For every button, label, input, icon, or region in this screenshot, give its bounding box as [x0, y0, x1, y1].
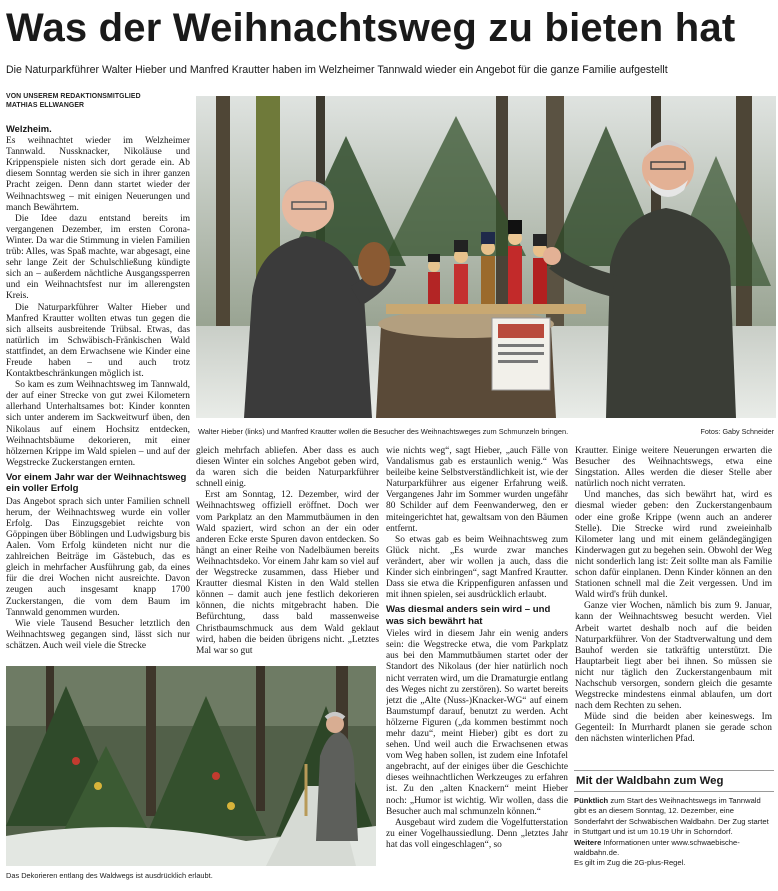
byline: [6, 92, 192, 110]
article-column-2: [196, 446, 379, 661]
paragraph: Ausgebaut wird zudem die Vogelfutterstation zu einer Vogelhaussiedlung. Denn „letztes Jahr hat das voll eingeschlagen“, so: [386, 817, 568, 850]
infobox-title: Mit der Waldbahn zum Weg: [574, 770, 774, 792]
paragraph: Erst am Sonntag, 12. Dezember, wird der Weihnachtsweg offiziell eröffnet. Doch wer vom Parkplatz an den Mammutbäumen in den Wald spaziert, wird schon an der ein oder anderen Ecke erste Spuren davon entdecken. So hängt an einer Reihe von Nadelbäumen bereits Weihnachtsdeko. Vor einem Jahr kam so viel auf der Wegstrecke zusammen, dass Hieber und Krautter diesmal Kisten in den Wald stellen können – damit auch jene festlich dekorieren können, die nichts mitgebracht haben. Die Befürchtung, dass bald massenweise Christbaumschmuck aus dem Wald geklaut wird, haben die beiden übrigens nicht. „Letztes Mal war so gut: [196, 490, 379, 656]
photo-credit: Fotos: Gaby Schneider: [700, 427, 774, 436]
paragraph: Krautter. Einige weitere Neuerungen erwarten die Besucher des Weihnachtswegs, etwa eine Singstation. Alles werden die dieser Stelle aber natürlich noch nicht verraten.: [575, 446, 772, 490]
paragraph: Die Naturparkführer Walter Hieber und Manfred Krautter wollten etwas tun gegen die sich allseits ausbreitende Trübsal. Etwas, das natürlich im Schwäbisch-Fränkischen Wald stattfindet, an dem Erwachsene wie Kinder eine Freude haben – und auch trotz Kontaktbeschränkungen möglich ist.: [6, 302, 190, 380]
paragraph: wie nichts weg“, sagt Hieber, „auch Fälle von Vandalismus gab es erstaunlich wenig.“ Was beileibe keine Selbstverständlichkeit ist, wie der Naturparkführer aus eigener Erfahrung weiß. Vergangenes Jahr im Sommer wurden ungefähr 80 Schilder auf dem Feenwanderweg, den er miteingerichtet hat, gewaltsam von den Bäumen entfernt.: [386, 446, 568, 534]
paragraph: Wie viele Tausend Besucher letztlich den Weihnachtsweg gegangen sind, lässt sich nur schätzen. Auch weil viele die Strecke: [6, 618, 190, 651]
paragraph: Und manches, das sich bewährt hat, wird es diesmal wieder geben: den Zuckerstangenbaum oder eine große Krippe (wenn auch an anderer Stelle). Die Strecke wird rund zweieinhalb Kilometer lang und mit einem geländegängigen Kinderwagen gut zu begehen sein. Obwohl der Weg nicht sonderlich lang ist: Zeit sollte man als Familie schon dafür einplanen. Denn Kinder können an den Stationen schnell mal die Zeit vergessen. Und im Wald wird's früh dunkel.: [575, 490, 772, 601]
section-heading: Was diesmal anders sein wird – und was sich bewährt hat: [386, 604, 551, 627]
dateline: Welzheim.: [6, 123, 52, 134]
infobox-paragraph: Es gilt im Zug die 2G-plus-Regel.: [574, 858, 686, 868]
paragraph: Vieles wird in diesem Jahr ein wenig anders sein: die Wegstrecke etwa, die vom Parkplatz aus bei den Mammutbäumen startet oder der Standort des Nikolaus (der hier natürlich noch nicht verraten wird, um die Dramaturgie entlang des Weges nicht zu zerstören). So wartet bereits jetzt die „Alte (Nuss-)Knacker-WG“ auf einem Baumstumpf darauf, benutzt zu werden. Acht hölzerne Figuren („da kommen bestimmt noch mehr dazu“, meint Hieber) gibt es dort zu sehen. Und weil auch die Erwachsenen etwas vom Weg haben sollen, ist zudem eine Infotafel angebracht, auf der einiges über die Geschichte dieses weihnachtlichen Werkzeuges zu erfahren ist. Zu den „alten Knackern“ meint Hieber noch: „Humor ist wichtig. Wir wollen, dass die Besucher auch mal schmunzeln können.“: [386, 629, 568, 817]
forest-scene-illustration: [196, 96, 776, 418]
infobox-lead: Pünktlich: [574, 796, 609, 805]
paragraph: Die Idee dazu entstand bereits im vergangenen Dezember, im ersten Corona-Winter. Da war die Stimmung in vielen Familien trüb: Alles, was Spaß machte, war abgesagt, eine sehr lange Zeit der Schulschließung kündigte sich an – außerdem nächtliche Ausgangssperren und ein Weihnachtsfest nur im allerengsten Kreis.: [6, 213, 190, 302]
byline-author: MATHIAS ELLWANGER: [6, 102, 85, 109]
infobox-paragraph: [574, 796, 772, 838]
photo-caption-bottom: Das Dekorieren entlang des Waldwegs ist ausdrücklich erlaubt.: [6, 871, 213, 880]
section-heading: Vor einem Jahr war der Weihnachtsweg ein voller Erfolg: [6, 471, 187, 495]
infobox-text: zum Start des Weihnachtswegs im Tannwald gibt es an diesem Sonntag, 12. Dezember, eine Sonderfahrt der Schwäbischen Waldbahn. Der Zug startet in Stuttgart und ist um 10.19 Uhr in Schorndorf.: [574, 796, 769, 837]
paragraph: gleich mehrfach abliefen. Aber dass es auch diesen Winter ein solches Angebot geben wird, da waren sich die beiden Naturparkführer schnell einig.: [196, 446, 379, 490]
subheadline: Die Naturparkführer Walter Hieber und Manfred Krautter haben im Welzheimer Tannwald wieder ein Angebot für die ganze Familie aufgestellt: [6, 64, 668, 76]
paragraph: Es weihnachtet wieder im Welzheimer Tannwald. Nussknacker, Nikoläuse und Krippenspiele nisten sich dort gerade ein. Ab diesem Sonntag werden sie sich in ihrer ganzen Pracht zeigen. Denn dann startet wieder der Weihnachtsweg – mit einigen Neuerungen und manch Bewährtem.: [6, 136, 190, 213]
infobox-body: [574, 796, 772, 869]
infobox-text: Informationen unter www.schwaebische-waldbahn.de.: [574, 837, 740, 858]
article-column-1: [6, 123, 190, 658]
photo-decorating-waldweg: [6, 666, 376, 866]
photo-guides-nutcrackers: [196, 96, 776, 418]
headline: Was der Weihnachtsweg zu bieten hat: [6, 6, 736, 50]
snowy-path-illustration: [6, 666, 376, 866]
infobox-lead: Weitere: [574, 837, 602, 847]
photo-caption-top: Walter Hieber (links) und Manfred Krautter wollen die Besucher des Weihnachtsweges zum Schmunzeln bringen.: [198, 427, 569, 436]
paragraph: Ganze vier Wochen, nämlich bis zum 9. Januar, kann der Weihnachtsweg besucht werden. Viel Arbeit wartet deshalb noch auf die beiden Naturparkführer. Von der Stadtverwaltung und dem Bauhof werden sie tatkräftig unterstützt. Die Hauptarbeit liegt aber bei ihnen. So müssen sie nicht nur täglich den Zuckerstangenbaum mit Nachschub versorgen, sondern gleich die gesamte Wegstrecke mindestens einmal ablaufen, um dort nach dem Rechten zu sehen.: [575, 601, 772, 712]
byline-role: VON UNSEREM REDAKTIONSMITGLIED: [6, 93, 141, 100]
paragraph: So etwas gab es beim Weihnachtsweg zum Glück nicht. „Es wurde zwar manches verändert, aber wir wollen ja auch, dass die Kinder sich einbringen“, sagt Manfred Krautter. Dass sie etwa die Krippenfiguren anfassen und mit ihnen spielen, sei ausdrücklich erlaubt.: [386, 534, 568, 601]
paragraph: Das Angebot sprach sich unter Familien schnell herum, der Weihnachtsweg wurde ein voller Erfolg. Das Einzugsgebiet reichte von Göppingen über Böblingen und Ludwigsburg bis Aalen. Vom Erfolg kündeten nicht nur die zahlreichen Beiträge im Gästebuch, das es gleich in mehrfacher Ausführung gab, da eines für die drei Wochen nicht ausreichte. Davon zeugen auch insgesamt knapp 1700 Zuckerstangen, die vom dem Baum im Tannwald genommen wurden.: [6, 496, 190, 618]
infobox-paragraph: [574, 838, 772, 859]
paragraph: Müde sind die beiden aber keineswegs. Im Gegenteil: In Murrhardt planen sie gerade schon den nächsten winterlichen Pfad.: [575, 712, 772, 745]
article-column-4: [575, 446, 772, 764]
article-column-3: [386, 446, 568, 886]
paragraph: So kam es zum Weihnachtsweg im Tannwald, der auf einer Strecke von gut zwei Kilometern allerhand Unterhaltsames bot: Kinder konnten sich unter anderem im Sackweitwurf üben, den Nikolaus auf einem Hochsitz entdecken, Weihnachtsbäume dekorieren, mit einer hölzernen Krippe im Wald spielen – und auf der Wegstrecke Zuckerstangen ernten.: [6, 380, 190, 468]
